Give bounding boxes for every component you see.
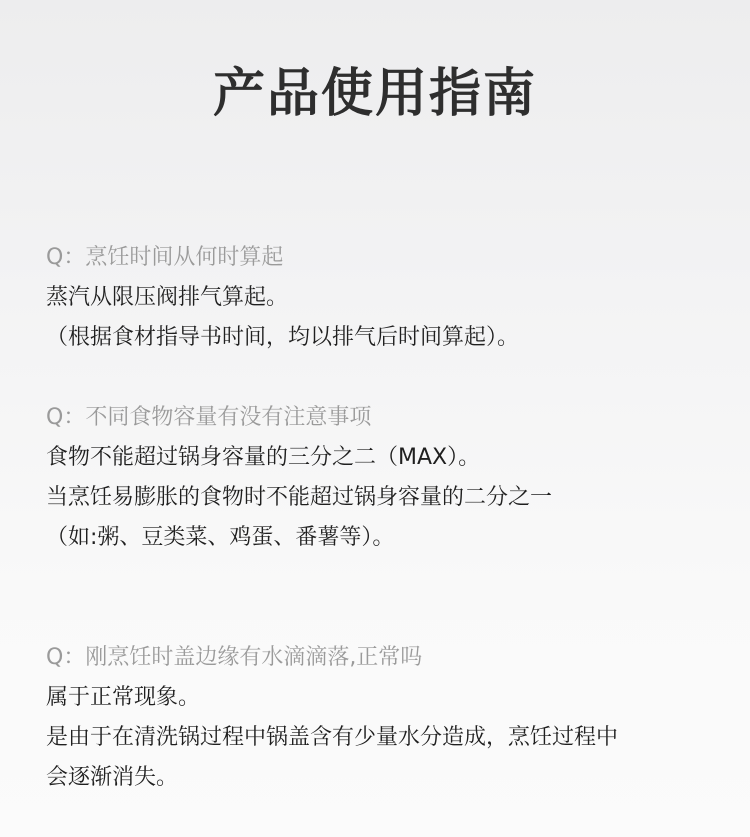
faq-answer-line: 是由于在清洗锅过程中锅盖含有少量水分造成，烹饪过程中: [46, 725, 619, 750]
faq-answer-line: 食物不能超过锅身容量的三分之二（MAX）。: [46, 445, 481, 470]
page-title: 产品使用指南: [212, 64, 537, 124]
faq-question: Q：不同食物容量有没有注意事项: [46, 405, 372, 430]
faq-item-lid-drip: [46, 638, 726, 798]
faq-answer-line: 蒸汽从限压阀排气算起。: [46, 285, 289, 310]
faq-question: Q：烹饪时间从何时算起: [46, 245, 284, 270]
faq-answer-line: （根据食材指导书时间，均以排气后时间算起）。: [46, 325, 520, 350]
faq-item-cooking-time: [46, 238, 726, 358]
faq-item-food-capacity: [46, 398, 726, 558]
faq-answer-line: 当烹饪易膨胀的食物时不能超过锅身容量的二分之一: [46, 485, 553, 510]
faq-answer-line: 会逐渐消失。: [46, 765, 179, 790]
faq-question: Q：刚烹饪时盖边缘有水滴滴落,正常吗: [46, 645, 423, 670]
faq-answer-line: 属于正常现象。: [46, 685, 201, 710]
faq-answer-line: （如:粥、豆类菜、鸡蛋、番薯等）。: [46, 525, 395, 550]
